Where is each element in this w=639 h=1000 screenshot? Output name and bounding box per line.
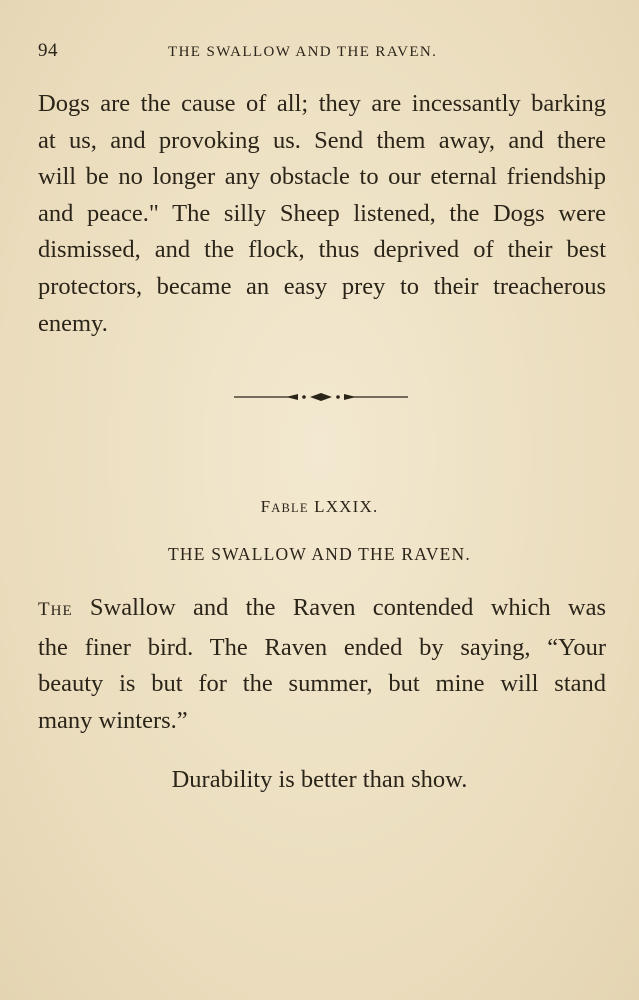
text-line: will be no longer any obstacle to our eternal friendship [38, 163, 606, 191]
fable-label-smallcaps: ABLE [271, 501, 309, 515]
section-divider-ornament [234, 389, 408, 405]
text-line: many winters.” [38, 706, 188, 734]
first-word-initial: T [38, 599, 51, 620]
running-title: THE SWALLOW AND THE RAVEN. [168, 44, 438, 60]
text-line: the finer bird. The Raven ended by saying, “Your [38, 633, 606, 661]
text-line-content: Swallow and the Raven contended which was [89, 594, 606, 621]
fable-body-paragraph [38, 590, 606, 739]
page-number: 94 [38, 40, 58, 61]
text-line: beauty is but for the summer, but mine will stand [38, 670, 606, 698]
text-line: dismissed, and the flock, thus deprived of their best [38, 236, 606, 264]
fable-title: THE SWALLOW AND THE RAVEN. [168, 544, 471, 564]
text-line [38, 590, 606, 630]
fable-number-heading [0, 497, 639, 517]
text-line: protectors, became an easy prey to their treacherous [38, 272, 606, 300]
text-line: enemy. [38, 309, 108, 337]
text-line: and peace." The silly Sheep listened, the Dogs were [38, 199, 606, 227]
fable-roman-numeral: LXXIX. [314, 497, 379, 516]
previous-fable-ending-paragraph [38, 86, 606, 342]
text-line: Dogs are the cause of all; they are incessantly barking [38, 90, 606, 117]
running-head [38, 40, 605, 66]
fable-moral: Durability is better than show. [171, 766, 468, 793]
first-word-smallcaps: HE [50, 603, 73, 619]
fable-label-initial: F [260, 497, 272, 516]
text-line: at us, and provoking us. Send them away, and there [38, 126, 606, 154]
first-word [38, 599, 73, 620]
